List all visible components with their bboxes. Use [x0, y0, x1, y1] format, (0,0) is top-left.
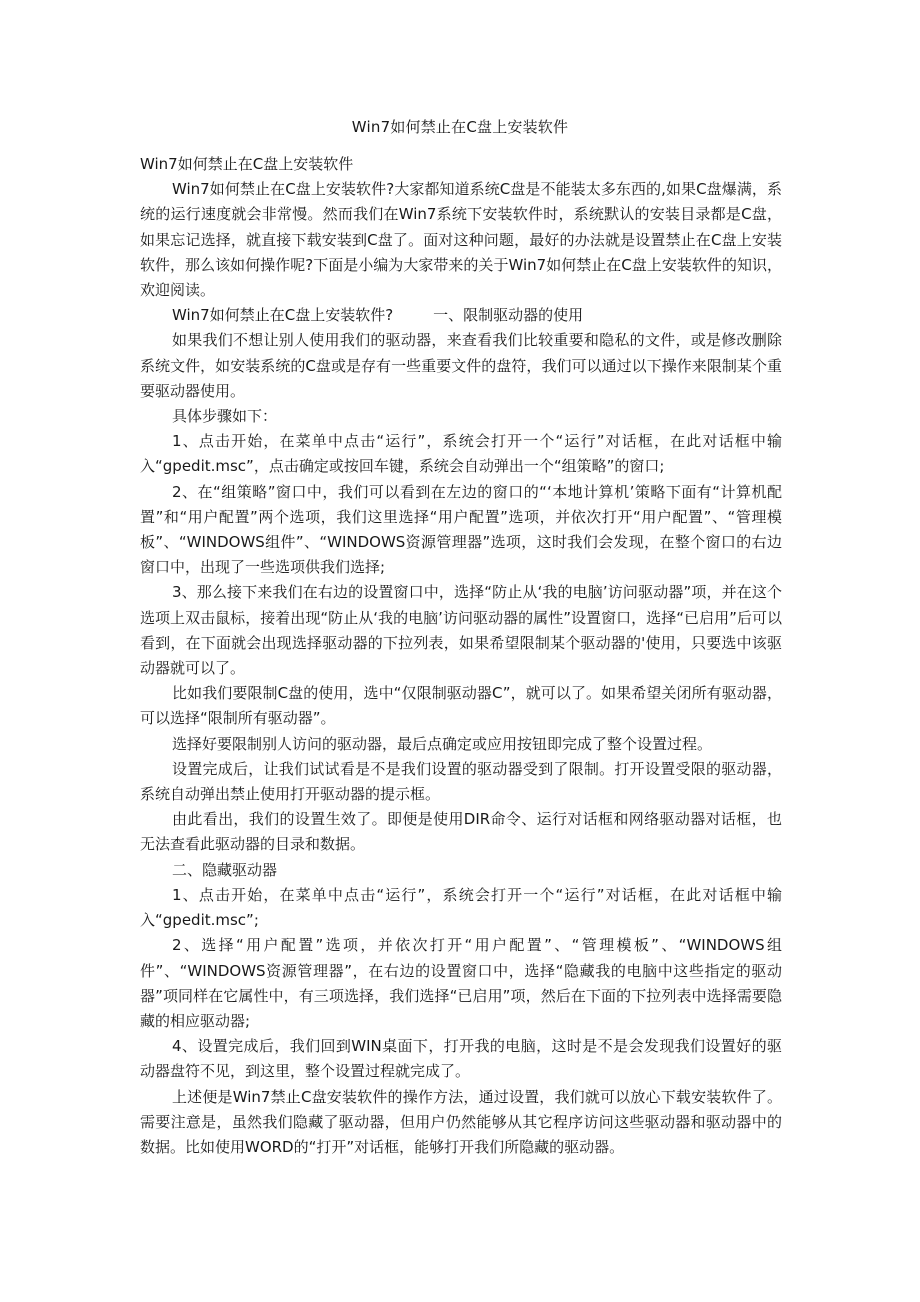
section1-description: 如果我们不想让别人使用我们的驱动器，来查看我们比较重要和隐私的文件，或是修改删除系统文件，如安装系统的C盘或是存有一些重要文件的盘符，我们可以通过以下操作来限制某个重要驱动器使用。	[140, 331, 782, 400]
section2-heading: 二、隐藏驱动器	[172, 860, 278, 879]
document-body	[140, 152, 782, 1160]
document-subtitle: Win7如何禁止在C盘上安装软件	[140, 155, 354, 173]
section1-heading: 一、限制驱动器的使用	[433, 306, 584, 325]
section2-step-4: 4、设置完成后，我们回到WIN桌面下，打开我的电脑，这时是不是会发现我们设置好的驱动器盘符不见，到这里，整个设置过程就完成了。	[140, 1037, 782, 1081]
conclusion-paragraph: 上述便是Win7禁止C盘安装软件的操作方法，通过设置，我们就可以放心下载安装软件了。需要注意是，虽然我们隐藏了驱动器，但用户仍然能够从其它程序访问这些驱动器和驱动器中的数据。比如使用WORD的“打开”对话框，能够打开我们所隐藏的驱动器。	[140, 1087, 782, 1156]
document-title: Win7如何禁止在C盘上安装软件	[351, 118, 569, 136]
section2-step-2: 2、选择“用户配置”选项，并依次打开“用户配置”、“管理模板”、“WINDOWS组件”、“WINDOWS资源管理器”，在右边的设置窗口中，选择“隐藏我的电脑中这些指定的驱动器”项同样在它属性中，有三项选择，我们选择“已启用”项，然后在下面的下拉列表中选择需要隐藏的相应驱动器;	[140, 936, 782, 1030]
section1-heading-line	[140, 303, 782, 328]
section1-lead: Win7如何禁止在C盘上安装软件?	[172, 306, 394, 325]
steps-label: 具体步骤如下：	[172, 407, 278, 426]
intro-paragraph: Win7如何禁止在C盘上安装软件?大家都知道系统C盘是不能装太多东西的,如果C盘爆满，系统的运行速度就会非常慢。然而我们在Win7系统下安装软件时，系统默认的安装目录都是C盘，如果忘记选择，就直接下载安装到C盘了。面对这种问题，最好的办法就是设置禁止在C盘上安装软件，那么该如何操作呢?下面是小编为大家带来的关于Win7如何禁止在C盘上安装软件的知识，欢迎阅读。	[140, 180, 782, 300]
section1-confirm: 选择好要限制别人访问的驱动器，最后点确定或应用按钮即完成了整个设置过程。	[172, 734, 713, 753]
section1-step-3: 3、那么接下来我们在右边的设置窗口中，选择“防止从‘我的电脑’访问驱动器”项，并在这个选项上双击鼠标，接着出现“防止从‘我的电脑’访问驱动器的属性”设置窗口，选择“已启用”后可以看到，在下面就会出现选择驱动器的下拉列表，如果希望限制某个驱动器的'使用，只要选中该驱动器就可以了。	[140, 583, 782, 678]
section1-result: 由此看出，我们的设置生效了。即便是使用DIR命令、运行对话框和网络驱动器对话框，也无法查看此驱动器的目录和数据。	[140, 810, 782, 854]
section1-step-2: 2、在“组策略”窗口中，我们可以看到在左边的窗口的“‘本地计算机’策略下面有“计算机配置”和“用户配置”两个选项，我们这里选择“用户配置”选项，并依次打开“用户配置”、“管理模板”、“WINDOWS组件”、“WINDOWS资源管理器”选项，这时我们会发现，在整个窗口的右边窗口中，出现了一些选项供我们选择;	[140, 482, 782, 577]
section2-step-1: 1、点击开始，在菜单中点击“运行”，系统会打开一个“运行”对话框，在此对话框中输入“gpedit.msc”;	[140, 885, 782, 930]
section1-test: 设置完成后，让我们试试看是不是我们设置的驱动器受到了限制。打开设置受限的驱动器，系统自动弹出禁止使用打开驱动器的提示框。	[140, 759, 782, 804]
section1-step-1: 1、点击开始，在菜单中点击“运行”，系统会打开一个“运行”对话框，在此对话框中输入“gpedit.msc”，点击确定或按回车键，系统会自动弹出一个“组策略”的窗口;	[140, 432, 782, 476]
section1-example: 比如我们要限制C盘的使用，选中“仅限制驱动器C”，就可以了。如果希望关闭所有驱动器，可以选择“限制所有驱动器”。	[140, 684, 782, 728]
